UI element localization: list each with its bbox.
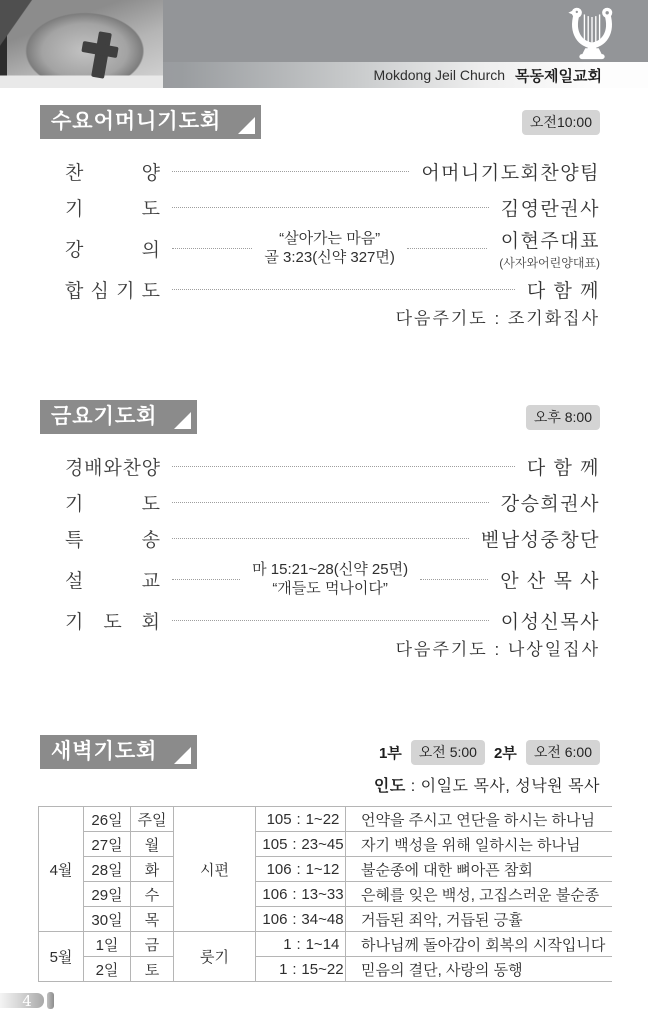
date-cell: 29일: [84, 882, 131, 907]
section-header: [40, 105, 600, 139]
reading-title-cell: 언약을 주시고 연단을 하시는 하나님: [346, 807, 613, 832]
table-row: [39, 832, 613, 857]
program-row: [65, 271, 600, 307]
reading-title-cell: 믿음의 결단, 사랑의 동행: [346, 957, 613, 982]
date-cell: 27일: [84, 832, 131, 857]
dotted-leader: [172, 171, 409, 172]
verse-cell: 105 : 23~45: [256, 832, 346, 857]
verse-cell: 1 : 1~14: [256, 932, 346, 957]
verse-cell: 106 : 1~12: [256, 857, 346, 882]
page-number-tab: [0, 992, 54, 1009]
section-title: 수요어머니기도회: [40, 105, 261, 139]
book-cell: 시편: [174, 807, 256, 932]
row-value: 어머니기도회찬양팀: [421, 162, 600, 184]
program-row: [65, 448, 600, 484]
time-badge: 오전 6:00: [526, 740, 600, 765]
row-value: 다 함 께: [526, 280, 600, 302]
reading-title-cell: 자기 백성을 위해 일하시는 하나님: [346, 832, 613, 857]
page-tab-pill: [47, 992, 54, 1009]
row-value: 이현주대표 (사자와어린양대표): [499, 230, 600, 270]
table-row: [39, 957, 613, 982]
dotted-leader: [172, 538, 469, 539]
service-times: [379, 740, 600, 765]
verse-cell: 105 : 1~22: [256, 807, 346, 832]
verse-cell: 106 : 13~33: [256, 882, 346, 907]
verse-cell: 1 : 15~22: [256, 957, 346, 982]
day-cell: 금: [131, 932, 174, 957]
day-cell: 월: [131, 832, 174, 857]
row-label: 기 도: [65, 198, 160, 220]
day-cell: 수: [131, 882, 174, 907]
part-1-label: 1부: [378, 744, 402, 762]
next-week-prayer: 다음주기도 : 조기화집사: [395, 309, 600, 328]
program-row: [65, 556, 600, 602]
month-cell: 4월: [39, 807, 84, 932]
row-label: 강 의: [65, 239, 160, 261]
row-value: 다 함 께: [526, 457, 600, 479]
corner-triangle-icon: [238, 117, 255, 134]
page-header: [0, 0, 648, 88]
program-row: [65, 153, 600, 189]
section-dawn-prayer: [40, 735, 600, 799]
dotted-leader: [172, 579, 240, 580]
dotted-leader: [420, 579, 488, 580]
dotted-leader: [172, 207, 489, 208]
table-row: [39, 932, 613, 957]
dotted-leader: [172, 466, 515, 467]
date-cell: 30일: [84, 907, 131, 932]
next-week-prayer: 다음주기도 : 나상일집사: [395, 640, 600, 659]
section-wednesday-mothers-prayer: [40, 105, 600, 331]
praying-hands-photo: [0, 0, 163, 88]
section-header: [40, 400, 600, 434]
row-label: 경 배 와 찬 양: [65, 457, 160, 479]
corner-triangle-icon: [174, 412, 191, 429]
row-value-note: (사자와어린양대표): [499, 255, 600, 270]
reading-title-cell: 불순종에 대한 뼈아픈 참회: [346, 857, 613, 882]
row-label: 기 도: [65, 493, 160, 515]
date-cell: 26일: [84, 807, 131, 832]
dotted-leader: [172, 620, 489, 621]
church-name-korean: 목동제일교회: [515, 67, 602, 85]
row-value: 안 산 목 사: [500, 570, 600, 592]
program-row: [65, 189, 600, 225]
row-value: 김영란권사: [500, 198, 600, 220]
reading-title-cell: 은혜를 잊은 백성, 고집스러운 불순종: [346, 882, 613, 907]
program-row: [65, 520, 600, 556]
section-title: 새벽기도회: [40, 735, 197, 769]
day-cell: 토: [131, 957, 174, 982]
program-rows: [40, 434, 600, 662]
row-label: 기 도 회: [65, 611, 160, 633]
dotted-leader: [172, 248, 252, 249]
date-cell: 28일: [84, 857, 131, 882]
table-row: [39, 907, 613, 932]
table-row: [39, 882, 613, 907]
row-label: 설 교: [65, 570, 160, 592]
verse-cell: 106 : 34~48: [256, 907, 346, 932]
lyre-harp-icon: [566, 6, 618, 60]
date-cell: 1일: [84, 932, 131, 957]
section-friday-prayer: [40, 400, 600, 662]
scripture-note: “살아가는 마음” 골 3:23(신약 327면): [264, 229, 395, 266]
row-value: 벧남성중창단: [480, 529, 600, 551]
section-header: [40, 735, 600, 769]
church-name-english: Mokdong Jeil Church: [373, 67, 506, 83]
dotted-leader: [172, 289, 515, 290]
time-badge: 오후 8:00: [526, 405, 600, 430]
reading-title-cell: 거듭된 죄악, 거듭된 긍휼: [346, 907, 613, 932]
day-cell: 주일: [131, 807, 174, 832]
time-badge: 오전10:00: [522, 110, 600, 135]
dotted-leader: [172, 502, 489, 503]
book-cell: 룻기: [174, 932, 256, 982]
program-rows: [40, 139, 600, 331]
page-number: 4: [0, 993, 44, 1008]
corner-triangle-icon: [174, 747, 191, 764]
table-row: [39, 807, 613, 832]
day-cell: 화: [131, 857, 174, 882]
part-2-label: 2부: [493, 744, 517, 762]
dawn-prayer-schedule-table: [38, 806, 612, 982]
row-label: 찬 양: [65, 162, 160, 184]
date-cell: 2일: [84, 957, 131, 982]
row-value: 이성신목사: [500, 611, 600, 633]
program-row: [65, 484, 600, 520]
reading-title-cell: 하나님께 돌아감이 회복의 시작입니다: [346, 932, 613, 957]
month-cell: 5월: [39, 932, 84, 982]
prayer-leaders: 인도 : 이일도 목사, 성낙원 목사: [373, 778, 600, 795]
day-cell: 목: [131, 907, 174, 932]
scripture-note: 마 15:21~28(신약 25면) “개들도 먹나이다”: [252, 560, 409, 597]
time-badge: 오전 5:00: [411, 740, 485, 765]
row-label: 특 송: [65, 529, 160, 551]
row-value: 강승희권사: [500, 493, 600, 515]
section-title: 금요기도회: [40, 400, 197, 434]
row-label: 합 심 기 도: [65, 280, 160, 302]
program-row: [65, 225, 600, 271]
dotted-leader: [407, 248, 487, 249]
table-row: [39, 857, 613, 882]
program-row: [65, 602, 600, 638]
